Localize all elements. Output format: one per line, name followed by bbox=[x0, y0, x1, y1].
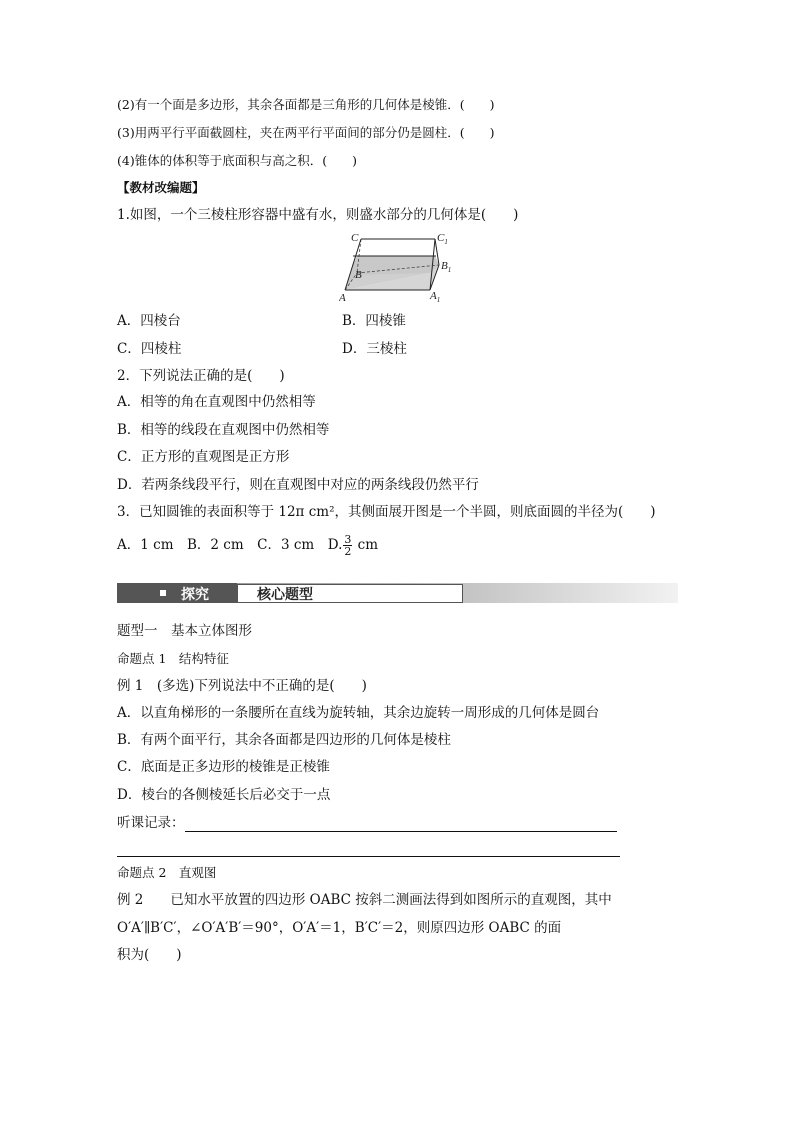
p1-option-b: B．四棱锥 bbox=[342, 313, 406, 329]
notes-label: 听课记录： bbox=[117, 815, 185, 831]
banner-dark-block bbox=[117, 583, 237, 603]
p2-option-d: D．若两条线段平行，则在直观图中对应的两条线段仍然平行 bbox=[117, 477, 479, 493]
section-banner bbox=[117, 583, 678, 603]
ex1-option-d: D．棱台的各侧棱延长后必交于一点 bbox=[117, 787, 331, 803]
example-2-line-2: O′A′∥B′C′，∠O′A′B′＝90°，O′A′＝1，B′C′＝2，则原四边形 OABC 的面 bbox=[117, 920, 562, 936]
banner-right-label: 核心题型 bbox=[257, 587, 313, 603]
textbook-section-title: 【教材改编题】 bbox=[117, 180, 205, 195]
problem-2-stem: 2．下列说法正确的是( ) bbox=[117, 368, 285, 384]
judge-item-3: (3)用两平行平面截圆柱，夹在两平行平面间的部分仍是圆柱．( ) bbox=[117, 125, 495, 140]
p1-option-c: C．四棱柱 bbox=[117, 341, 182, 357]
point1-title: 命题点 1 结构特征 bbox=[117, 651, 229, 666]
banner-square-icon bbox=[160, 590, 166, 596]
p3-fraction-unit: cm bbox=[353, 537, 379, 553]
label-A1: $A_1$ bbox=[430, 290, 441, 303]
label-C: C bbox=[351, 232, 359, 244]
fraction-numerator: 3 bbox=[344, 533, 352, 546]
p1-option-d: D．三棱柱 bbox=[342, 341, 407, 357]
notes-row bbox=[117, 814, 617, 832]
problem-3-stem: 3．已知圆锥的表面积等于 12π cm²，其侧面展开图是一个半圆，则底面圆的半径为( ) bbox=[117, 504, 656, 520]
p2-option-c: C．正方形的直观图是正方形 bbox=[117, 449, 290, 465]
banner-left-label: 探究 bbox=[181, 587, 209, 603]
ex1-option-b: B．有两个面平行，其余各面都是四边形的几何体是棱柱 bbox=[117, 732, 451, 748]
p3-options-text: A．1 cm B．2 cm C．3 cm D. bbox=[117, 537, 343, 553]
label-B1: $B_1$ bbox=[441, 260, 452, 274]
fraction-denominator: 2 bbox=[344, 545, 352, 558]
p3-fraction bbox=[343, 534, 352, 557]
ex1-option-c: C．底面是正多边形的棱锥是正棱锥 bbox=[117, 759, 330, 775]
label-B: B bbox=[355, 269, 362, 281]
p2-option-b: B．相等的线段在直观图中仍然相等 bbox=[117, 422, 330, 438]
example-2-line-1: 例 2 已知水平放置的四边形 OABC 按斜二测画法得到如图所示的直观图，其中 bbox=[117, 892, 612, 908]
label-C1: $C_1$ bbox=[437, 232, 448, 246]
type1-title: 题型一 基本立体图形 bbox=[117, 623, 252, 639]
p1-option-a: A．四棱台 bbox=[117, 313, 181, 329]
label-A: A bbox=[339, 292, 346, 303]
example-2-line-3: 积为( ) bbox=[117, 947, 182, 963]
judge-item-2: (2)有一个面是多边形，其余各面都是三角形的几何体是棱锥．( ) bbox=[117, 97, 495, 112]
example-1-stem: 例 1 (多选)下列说法中不正确的是( ) bbox=[117, 678, 367, 694]
p3-options bbox=[117, 534, 378, 557]
point2-title: 命题点 2 直观图 bbox=[117, 865, 217, 880]
judge-item-4: (4)锥体的体积等于底面积与高之积．( ) bbox=[117, 153, 357, 168]
notes-line-2[interactable] bbox=[117, 842, 620, 857]
notes-line-1[interactable] bbox=[185, 817, 617, 832]
prism-figure bbox=[339, 229, 459, 303]
p2-option-a: A．相等的角在直观图中仍然相等 bbox=[117, 394, 316, 410]
ex1-option-a: A．以直角梯形的一条腰所在直线为旋转轴，其余边旋转一周形成的几何体是圆台 bbox=[117, 705, 600, 721]
problem-1-stem: 1.如图，一个三棱柱形容器中盛有水，则盛水部分的几何体是( ) bbox=[117, 207, 519, 223]
